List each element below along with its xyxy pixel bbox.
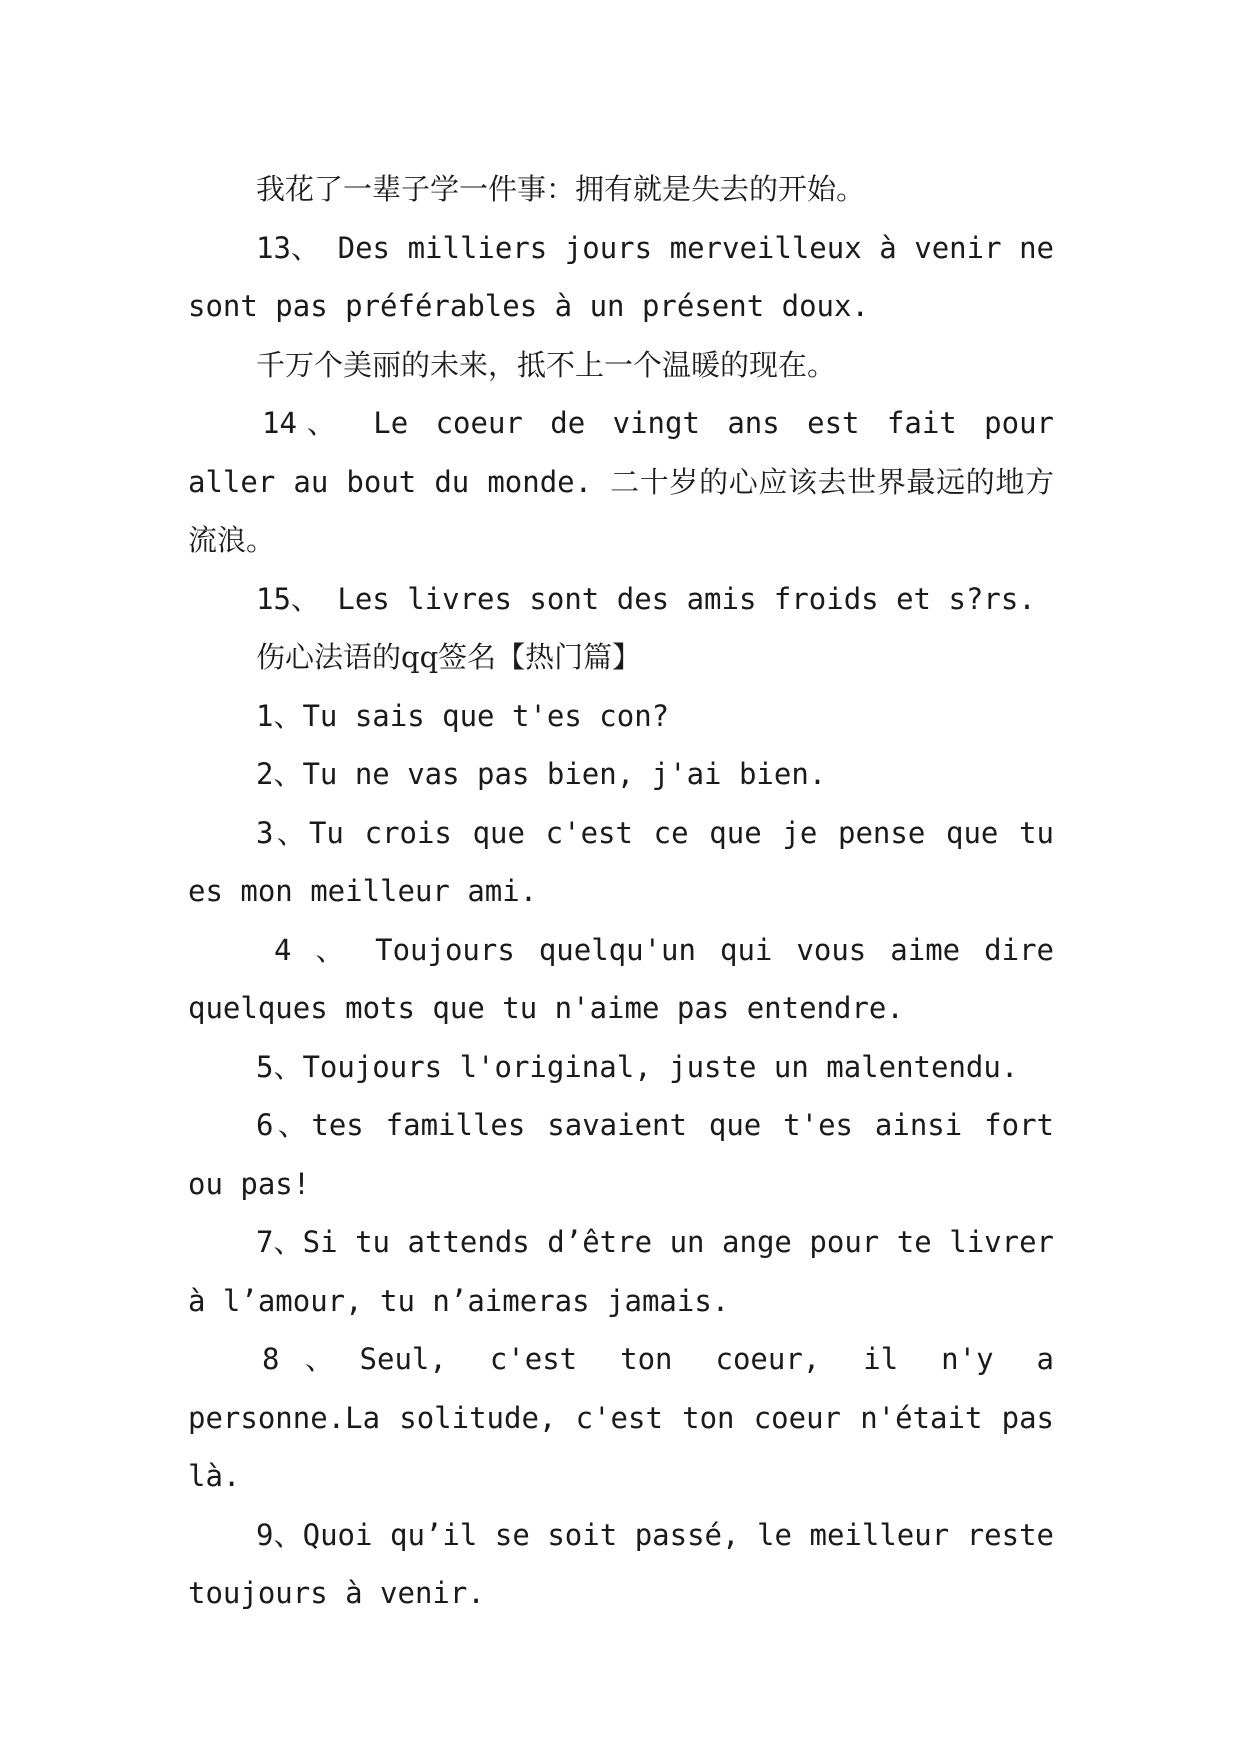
paragraph-quote-15: 15、 Les livres sont des amis froids et s?rs.	[256, 581, 1036, 616]
section-heading-sad-signatures: 伤心法语的qq签名【热门篇】	[256, 640, 642, 674]
list-item-1: 1、Tu sais que t'es con?	[256, 698, 670, 733]
paragraph-quote-14: 14、 Le coeur de vingt ans est fait pour aller au bout du monde. 二十岁的心应该去世界最远的地方流浪。	[188, 406, 1054, 557]
paragraph-quote-13: 13、 Des milliers jours merveilleux à venir ne sont pas préférables à un présent doux.	[188, 230, 1054, 323]
list-item-2: 2、Tu ne vas pas bien, j'ai bien.	[256, 757, 827, 791]
list-item-3: 3、Tu crois que c'est ce que je pense que tu es mon meilleur ami.	[188, 815, 1054, 908]
list-item-8: 8、Seul, c'est ton coeur, il n'y a personne.La solitude, c'est ton coeur n'était pas là.	[188, 1342, 1054, 1493]
list-item-4: 4 、 Toujours quelqu'un qui vous aime dire quelques mots que tu n'aime pas entendre.	[188, 932, 1054, 1025]
paragraph-intro-translation: 我花了一辈子学一件事：拥有就是失去的开始。	[256, 172, 866, 206]
list-item-7: 7、Si tu attends d’être un ange pour te livrer à l’amour, tu n’aimeras jamais.	[188, 1225, 1054, 1318]
document-body	[188, 160, 1054, 1623]
list-item-6: 6、tes familles savaient que t'es ainsi fort ou pas!	[188, 1108, 1054, 1201]
list-item-9: 9、Quoi qu’il se soit passé, le meilleur reste toujours à venir.	[188, 1517, 1054, 1610]
paragraph-quote-13-translation: 千万个美丽的未来，抵不上一个温暖的现在。	[256, 347, 837, 382]
list-item-5: 5、Toujours l'original, juste un malentendu.	[256, 1049, 1019, 1084]
